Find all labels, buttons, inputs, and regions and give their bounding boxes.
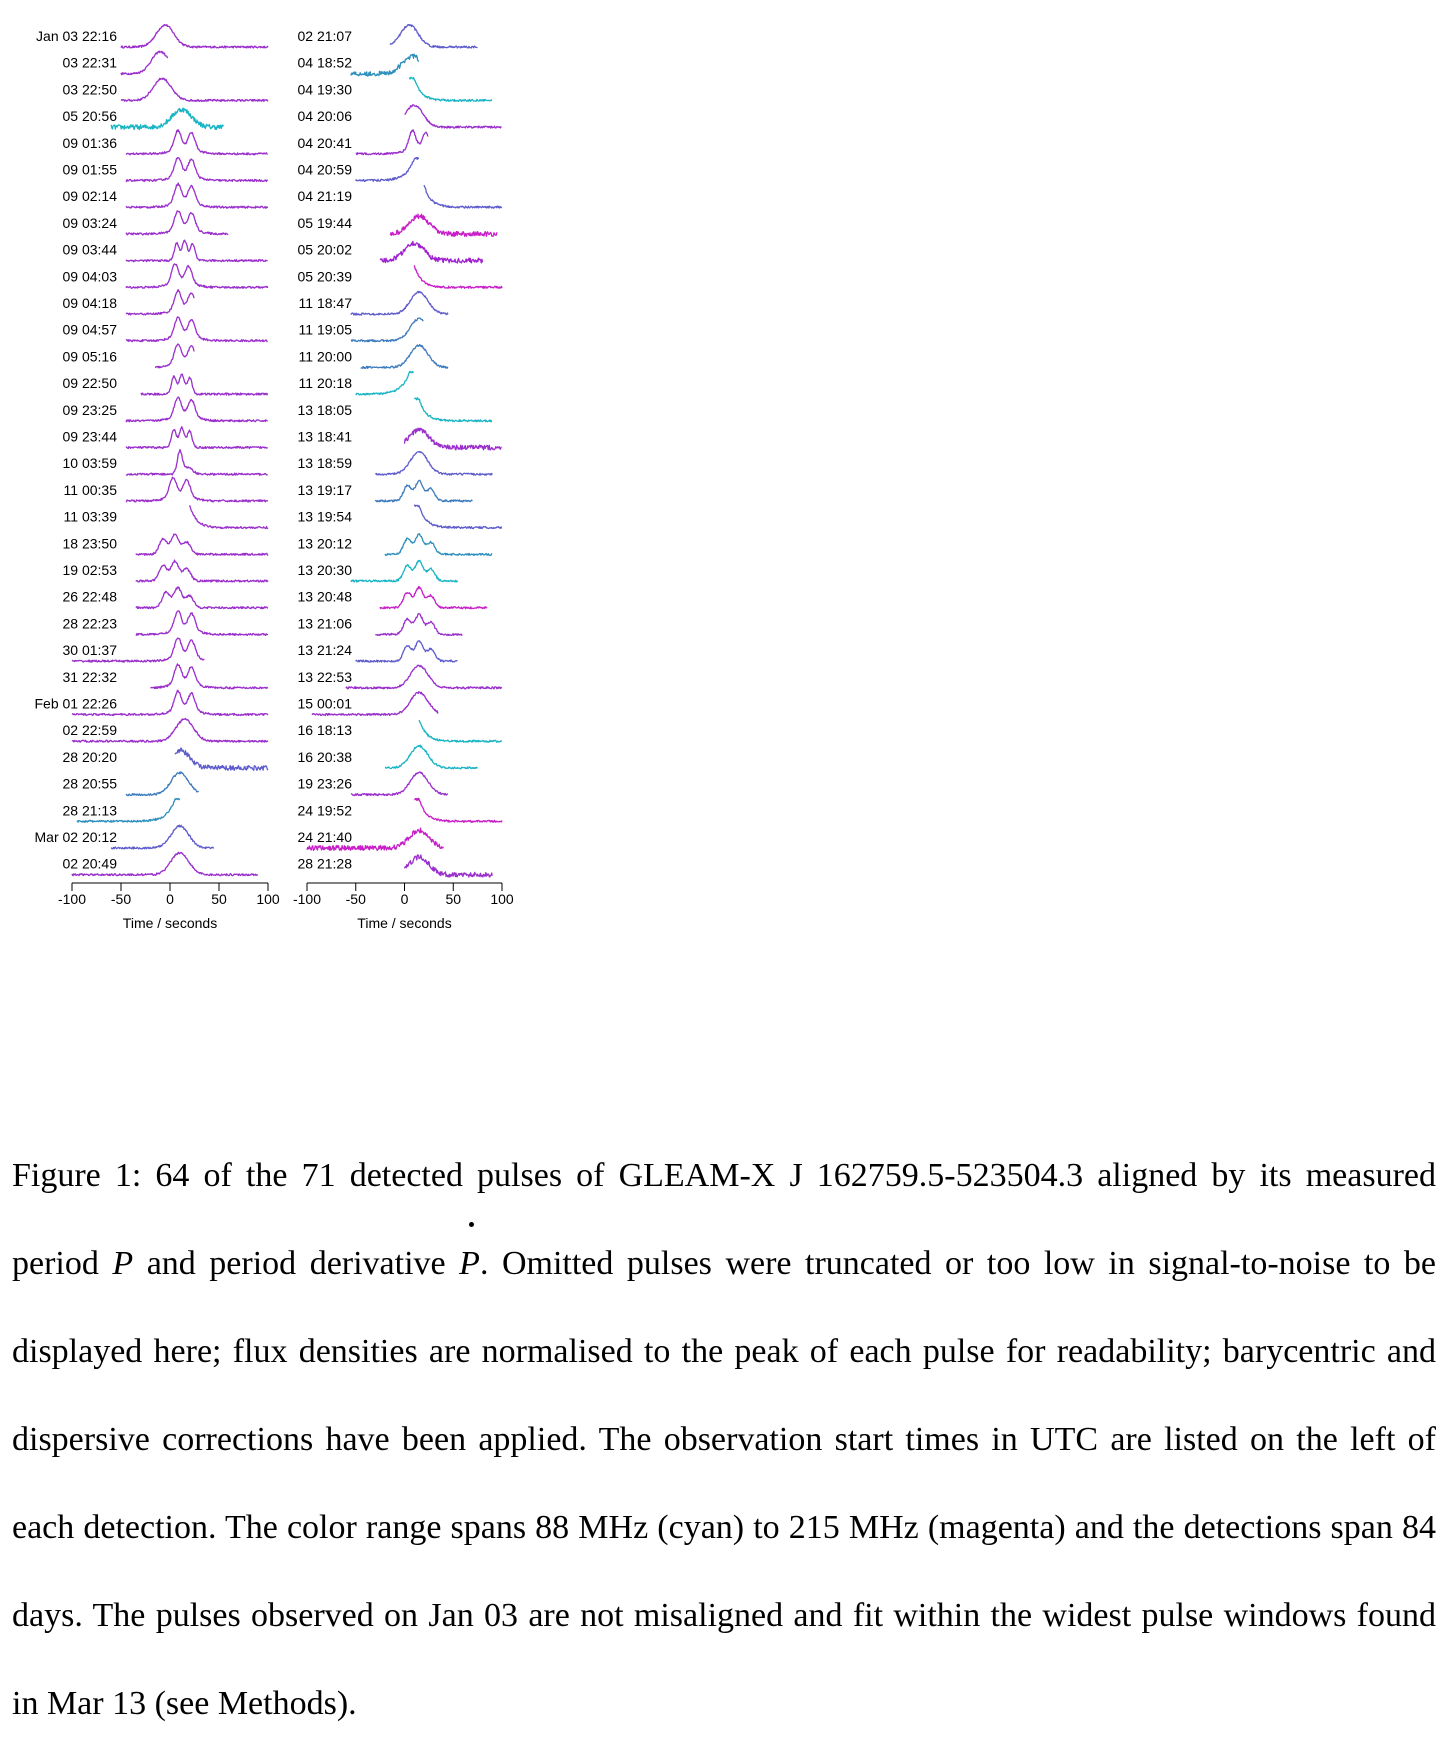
pulse-trace: [136, 587, 268, 609]
x-axis-label: Time / seconds: [357, 915, 452, 931]
observation-time-label: 28 20:55: [62, 775, 117, 792]
pulse-trace: [121, 78, 268, 101]
pulse-trace: [414, 798, 502, 822]
observation-time-label: 28 21:13: [62, 802, 117, 819]
observation-time-label: 13 21:06: [297, 615, 352, 632]
x-tick-label: -100: [292, 891, 322, 907]
observation-time-label: 02 21:07: [297, 28, 352, 44]
pulse-trace: [126, 317, 268, 342]
pulse-trace: [126, 240, 268, 261]
pulse-trace: [126, 158, 268, 182]
pulse-trace: [419, 720, 502, 742]
pulse-trace: [126, 183, 268, 208]
pulse-trace: [380, 241, 482, 263]
pulse-trace: [346, 665, 502, 689]
observation-time-label: 13 18:05: [297, 401, 352, 418]
observation-time-label: 04 20:59: [297, 161, 352, 178]
pulse-trace: [390, 214, 497, 236]
observation-time-label: 11 00:35: [63, 481, 117, 498]
figure-caption: [12, 1132, 1436, 1748]
pulse-trace: [126, 264, 268, 288]
pulse-trace: [351, 560, 458, 582]
pulse-trace: [405, 855, 493, 877]
observation-time-label: 09 05:16: [62, 348, 117, 365]
observation-time-label: 28 20:20: [62, 748, 117, 765]
pulse-trace: [385, 745, 477, 769]
pulse-trace: [126, 397, 268, 422]
pulse-trace: [126, 427, 268, 449]
pulse-trace: [375, 480, 472, 502]
observation-time-label: 15 00:01: [297, 695, 352, 712]
observation-time-label: Feb 01 22:26: [34, 695, 117, 712]
pulse-trace: [126, 290, 194, 315]
observation-time-label: 13 20:12: [297, 535, 352, 552]
pulse-trace: [409, 78, 492, 102]
pulse-trace: [190, 505, 268, 528]
observation-time-label: 11 20:00: [298, 348, 352, 365]
pulse-trace: [111, 825, 213, 849]
pulse-trace: [390, 25, 478, 48]
pulse-trace: [375, 614, 462, 636]
x-tick-label: 50: [445, 891, 462, 907]
pulse-trace: [414, 265, 502, 288]
observation-time-label: 13 19:54: [297, 508, 352, 525]
pulse-trace: [351, 772, 448, 796]
pulse-trace: [356, 372, 414, 396]
pulse-trace: [126, 477, 268, 502]
pulse-trace: [121, 51, 168, 75]
observation-time-label: 31 22:32: [62, 668, 117, 685]
pulse-trace: [356, 130, 429, 155]
caption-part1: Figure 1: 64 of the 71 detected pulses of GLEAM-X J 162759.5-523504.3 aligned by its measured period: [12, 1157, 1436, 1282]
observation-time-label: 13 19:17: [297, 481, 352, 498]
observation-time-label: 09 01:36: [62, 134, 117, 151]
observation-time-label: 02 22:59: [62, 722, 117, 739]
observation-time-label: 04 18:52: [297, 54, 352, 71]
pulse-trace: [385, 534, 492, 556]
pulse-trace: [175, 748, 268, 770]
observation-time-label: 24 21:40: [297, 829, 352, 845]
observation-time-label: 10 03:59: [62, 455, 117, 472]
observation-time-label: 09 04:03: [62, 268, 117, 285]
observation-time-label: 09 04:57: [62, 321, 117, 338]
pulse-trace: [414, 505, 502, 528]
observation-time-label: 09 01:55: [62, 161, 117, 178]
observation-time-label: 09 03:44: [62, 241, 117, 258]
observation-time-label: Jan 03 22:16: [36, 28, 117, 44]
x-tick-label: -50: [345, 891, 366, 907]
x-tick-label: 100: [256, 891, 280, 907]
observation-time-label: 13 18:41: [297, 428, 352, 445]
observation-time-label: 13 22:53: [297, 668, 352, 685]
observation-time-label: 03 22:50: [62, 81, 117, 98]
pulse-trace: [136, 534, 268, 555]
pulse-trace: [424, 185, 502, 208]
x-tick-label: 50: [211, 891, 227, 907]
right-panel: [293, 25, 514, 931]
observation-time-label: 11 03:39: [63, 508, 117, 525]
x-tick-label: -50: [110, 891, 132, 907]
observation-time-label: 09 03:24: [62, 214, 117, 231]
observation-time-label: 16 18:13: [297, 722, 352, 739]
pulse-trace: [356, 641, 458, 662]
pulse-trace: [414, 398, 492, 422]
observation-time-label: 24 19:52: [297, 802, 352, 819]
observation-time-label: 09 04:18: [62, 295, 117, 311]
pulse-trace: [361, 345, 448, 369]
observation-time-label: 05 20:39: [297, 268, 352, 285]
pulse-trace: [126, 450, 268, 476]
pulse-trace: [356, 158, 419, 182]
observation-time-label: 28 22:23: [62, 615, 117, 632]
observation-time-label: 03 22:31: [62, 54, 117, 71]
observation-time-label: 09 02:14: [62, 188, 117, 205]
caption-part2: and period derivative: [133, 1245, 460, 1282]
pulse-trace: [126, 130, 268, 155]
observation-time-label: 13 20:48: [297, 588, 352, 605]
left-panel: [34, 25, 279, 931]
pulse-trace: [150, 664, 268, 689]
observation-time-label: 11 18:47: [298, 295, 352, 311]
observation-time-label: 05 20:02: [297, 241, 352, 258]
observation-time-label: 04 21:19: [297, 188, 352, 205]
observation-time-label: 02 20:49: [62, 855, 117, 872]
pulse-trace: [351, 291, 448, 315]
observation-time-label: 13 21:24: [297, 642, 352, 659]
observation-time-label: 13 18:59: [297, 455, 352, 472]
pulse-trace: [141, 374, 268, 395]
observation-time-label: 04 19:30: [297, 81, 352, 98]
observation-time-label: 05 20:56: [62, 108, 117, 125]
pulse-trace: [136, 560, 268, 582]
symbol-p-dot: P: [459, 1220, 480, 1308]
observation-time-label: 30 01:37: [62, 642, 117, 659]
observation-time-label: 28 21:28: [297, 855, 352, 872]
x-tick-label: -100: [57, 891, 87, 907]
pulse-trace: [375, 452, 492, 475]
observation-time-label: 04 20:41: [297, 134, 352, 151]
observation-time-label: 18 23:50: [62, 535, 117, 552]
pulse-trace: [111, 108, 223, 129]
observation-time-label: 11 19:05: [298, 321, 352, 338]
pulse-trace: [405, 428, 502, 450]
x-tick-label: 0: [400, 891, 409, 907]
observation-time-label: Mar 02 20:12: [34, 829, 117, 845]
observation-time-label: 09 23:25: [62, 401, 117, 418]
x-tick-label: 0: [166, 891, 174, 907]
observation-time-label: 26 22:48: [62, 588, 117, 605]
observation-time-label: 05 19:44: [297, 214, 352, 231]
x-axis-label: Time / seconds: [122, 915, 218, 931]
observation-time-label: 09 22:50: [62, 375, 117, 392]
observation-time-label: 09 23:44: [62, 428, 117, 445]
caption-part3: . Omitted pulses were truncated or too low in signal-to-noise to be displayed here; flux densities are normalised to the peak of each pulse for readability; barycentric and dispersive corrections have been applied. The observation start times in UTC are listed on the left of each detection. The color range spans 88 MHz (cyan) to 215 MHz (magenta) and the detections span 84 days. The pulses observed on Jan 03 are not misaligned and fit within the widest pulse windows found in Mar 13 (see Methods).: [12, 1245, 1436, 1722]
observation-time-label: 19 23:26: [297, 775, 352, 792]
pulse-trace: [126, 211, 228, 235]
pulse-trace: [136, 611, 268, 636]
pulse-trace: [351, 54, 419, 76]
observation-time-label: 13 20:30: [297, 562, 352, 578]
pulse-trace: [405, 105, 502, 128]
pulse-trace: [351, 318, 424, 342]
observation-time-label: 19 02:53: [62, 562, 117, 578]
observation-time-label: 16 20:38: [297, 748, 352, 765]
x-tick-label: 100: [490, 891, 514, 907]
pulse-trace: [126, 772, 199, 796]
pulse-trace: [155, 344, 194, 368]
pulse-trace: [121, 25, 268, 48]
pulse-trace: [380, 587, 487, 609]
symbol-p: P: [112, 1245, 134, 1282]
observation-time-label: 04 20:06: [297, 108, 352, 125]
observation-time-label: 11 20:18: [298, 375, 352, 392]
